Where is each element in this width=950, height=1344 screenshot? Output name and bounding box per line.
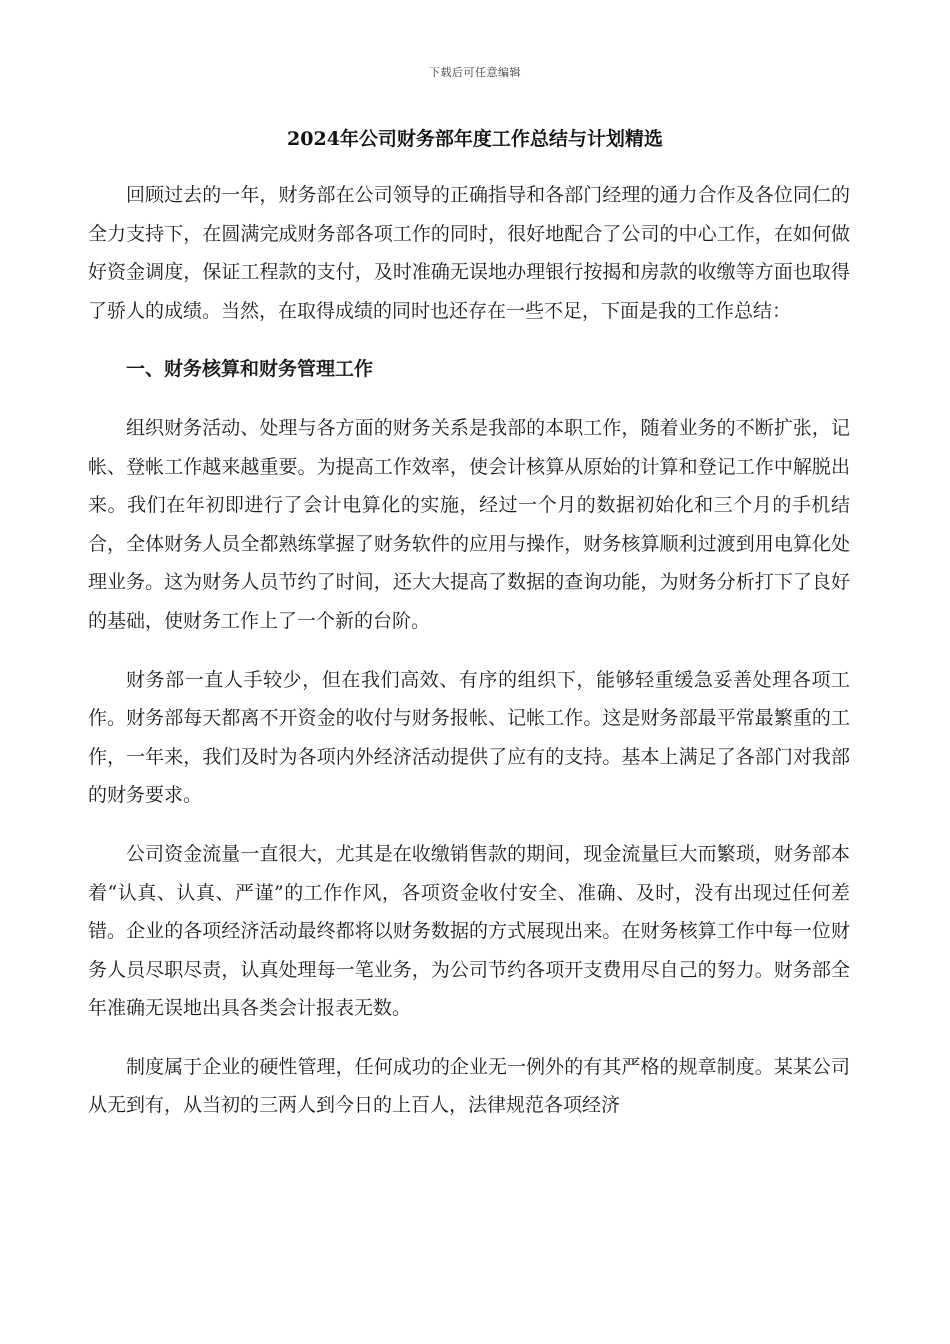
body-paragraph: 组织财务活动、处理与各方面的财务关系是我部的本职工作，随着业务的不断扩张，记帐、登帐工作越来越重要。为提高工作效率，使会计核算从原始的计算和登记工作中解脱出来。我们在年初即进行了会计电算化的实施，经过一个月的数据初始化和三个月的手机结合，全体财务人员全都熟练掌握了财务软件的应用与操作，财务核算顺利过渡到用电算化处理业务。这为财务人员节约了时间，还大大提高了数据的查询功能，为财务分析打下了良好的基础，使财务工作上了一个新的台阶。: [88, 416, 850, 632]
body-paragraph: 制度属于企业的硬性管理，任何成功的企业无一例外的有其严格的规章制度。某某公司从无到有，从当初的三两人到今日的上百人，法律规范各项经济: [88, 1055, 850, 1117]
document-title: 2024年公司财务部年度工作总结与计划精选: [287, 128, 663, 150]
intro-paragraph: 回顾过去的一年，财务部在公司领导的正确指导和各部门经理的通力合作及各位同仁的全力支持下，在圆满完成财务部各项工作的同时，很好地配合了公司的中心工作，在如何做好资金调度，保证工程款的支付，及时准确无误地办理银行按揭和房款的收缴等方面也取得了骄人的成绩。当然，在取得成绩的同时也还存在一些不足，下面是我的工作总结：: [88, 184, 850, 322]
section-heading: 一、财务核算和财务管理工作: [126, 358, 374, 381]
body-paragraph: 公司资金流量一直很大，尤其是在收缴销售款的期间，现金流量巨大而繁琐，财务部本着“认真、认真、严谨”的工作作风，各项资金收付安全、准确、及时，没有出现过任何差错。企业的各项经济活动最终都将以财务数据的方式展现出来。在财务核算工作中每一位财务人员尽职尽责，认真处理每一笔业务，为公司节约各项开支费用尽自己的努力。财务部全年准确无误地出具各类会计报表无数。: [88, 842, 850, 1020]
header-note: 下载后可任意编辑: [429, 66, 521, 79]
body-paragraph: 财务部一直人手较少，但在我们高效、有序的组织下，能够轻重缓急妥善处理各项工作。财务部每天都离不开资金的收付与财务报帐、记帐工作。这是财务部最平常最繁重的工作，一年来，我们及时为各项内外经济活动提供了应有的支持。基本上满足了各部门对我部的财务要求。: [88, 668, 850, 807]
document-body: [88, 176, 850, 1145]
